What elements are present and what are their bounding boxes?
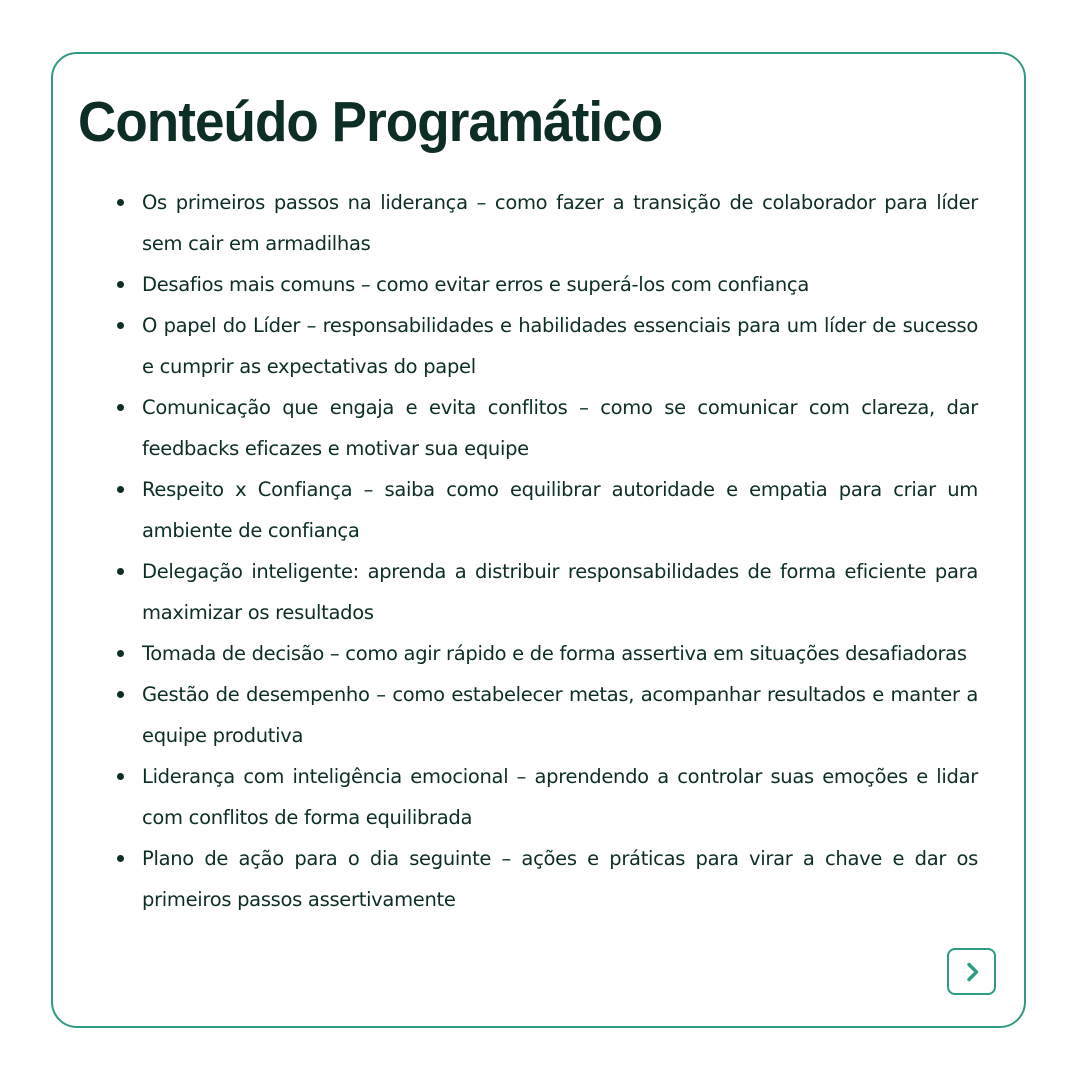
bullet-icon (117, 691, 124, 698)
bullet-icon (117, 199, 124, 206)
list-item-text: Liderança com inteligência emocional – aprendendo a controlar suas emoções e lidar com conflitos de forma equilibrada (142, 765, 978, 829)
list-item-text: Plano de ação para o dia seguinte – ações e práticas para virar a chave e dar os primeiros passos assertivamente (142, 847, 978, 911)
list-item-text: Comunicação que engaja e evita conflitos – como se comunicar com clareza, dar feedbacks eficazes e motivar sua equipe (142, 396, 978, 460)
list-item (116, 387, 978, 469)
bullet-icon (117, 568, 124, 575)
list-item-text: Desafios mais comuns – como evitar erros e superá-los com confiança (142, 273, 809, 296)
list-item (116, 756, 978, 838)
chevron-right-icon (960, 960, 984, 984)
list-item-text: O papel do Líder – responsabilidades e habilidades essenciais para um líder de sucesso e cumprir as expectativas do papel (142, 314, 978, 378)
list-item (116, 182, 978, 264)
bullet-icon (117, 650, 124, 657)
list-item (116, 633, 978, 674)
list-item-text: Tomada de decisão – como agir rápido e de forma assertiva em situações desafiadoras (142, 642, 967, 665)
list-item (116, 305, 978, 387)
list-item (116, 264, 978, 305)
list-item (116, 838, 978, 920)
bullet-icon (117, 773, 124, 780)
list-item (116, 469, 978, 551)
topic-list (116, 182, 978, 920)
list-item-text: Os primeiros passos na liderança – como fazer a transição de colaborador para líder sem cair em armadilhas (142, 191, 978, 255)
list-item-text: Respeito x Confiança – saiba como equilibrar autoridade e empatia para criar um ambiente de confiança (142, 478, 978, 542)
bullet-icon (117, 855, 124, 862)
page-title: Conteúdo Programático (78, 90, 663, 154)
list-item-text: Delegação inteligente: aprenda a distribuir responsabilidades de forma eficiente para maximizar os resultados (142, 560, 978, 624)
bullet-icon (117, 404, 124, 411)
bullet-icon (117, 281, 124, 288)
list-item-text: Gestão de desempenho – como estabelecer metas, acompanhar resultados e manter a equipe produtiva (142, 683, 978, 747)
bullet-icon (117, 486, 124, 493)
list-item (116, 551, 978, 633)
bullet-icon (117, 322, 124, 329)
next-page-button[interactable] (947, 948, 996, 995)
list-item (116, 674, 978, 756)
